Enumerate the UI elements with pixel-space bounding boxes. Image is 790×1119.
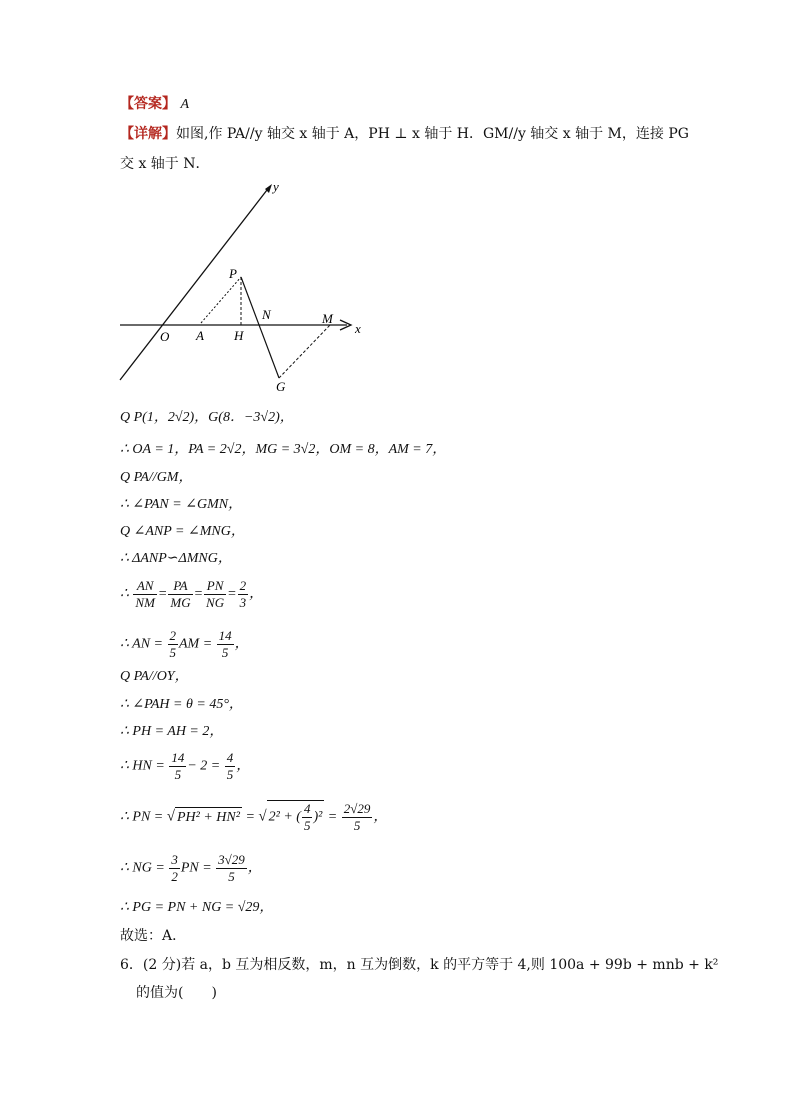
fraction-denominator: NG <box>206 595 225 610</box>
fraction-numerator: 14 <box>218 628 232 643</box>
fraction-denominator: 5 <box>353 818 361 833</box>
equals-sign: = <box>327 809 338 825</box>
fraction-denominator: MG <box>170 595 191 610</box>
step-12 <box>120 750 250 783</box>
step-8 <box>120 628 249 661</box>
fraction-pa-mg <box>168 578 192 611</box>
step-12-prefix: ∴ HN = <box>120 758 165 774</box>
answer-tag: 【答案】 <box>120 96 176 112</box>
detail-line-2 <box>120 154 210 174</box>
question-6-line-2: 的值为( ) <box>136 985 217 1001</box>
step-14-prefix: ∴ NG = <box>120 860 165 876</box>
step-12-mid: − 2 = <box>187 758 221 774</box>
step-6: ∴ ΔANP∽ΔMNG， <box>120 551 232 566</box>
step-14-suffix: ， <box>247 860 262 876</box>
fraction-denominator: 5 <box>169 645 176 660</box>
fraction-3sqrt29-5 <box>216 852 247 885</box>
fraction-denominator: 3 <box>239 595 247 610</box>
fraction-2sqrt29-5 <box>342 801 373 834</box>
step-4: ∴ ∠PAN = ∠GMN， <box>120 497 243 512</box>
label-M: M <box>322 311 333 326</box>
fraction-denominator: 5 <box>228 869 235 884</box>
radicand-1: PH² + HN² <box>175 807 242 828</box>
fraction-14-5 <box>217 628 234 661</box>
fraction-denominator: 5 <box>174 767 182 782</box>
step-7-suffix: ， <box>249 586 264 602</box>
question-6-line-1: 6．(2 分)若 a，b 互为相反数，m，n 互为倒数，k 的平方等于 4,则 100a + 99b + mnb + k² <box>120 957 719 973</box>
step-3: Q PA//GM， <box>120 470 193 485</box>
step-14 <box>120 852 262 885</box>
fraction-numerator: 4 <box>226 750 234 765</box>
detail-line-1 <box>120 124 689 144</box>
step-11: ∴ PH = AH = 2， <box>120 724 224 739</box>
step-13-suffix: ， <box>373 809 388 825</box>
geometry-figure <box>115 175 375 395</box>
label-G: G <box>276 379 286 394</box>
step-12-suffix: ， <box>236 758 251 774</box>
segment-PG <box>241 277 279 378</box>
fraction-denominator: 2 <box>171 869 178 884</box>
fraction-4-5 <box>225 750 236 783</box>
fraction-2-5 <box>168 628 179 661</box>
fraction-numerator: 2√29 <box>343 801 371 816</box>
fraction-denominator: 5 <box>226 767 234 782</box>
radicand-2 <box>267 800 325 834</box>
choose-answer: 故选：A． <box>120 928 187 944</box>
label-y: y <box>273 179 279 194</box>
detail-text-1: 如图,作 PA//y 轴交 x 轴于 A，PH ⊥ x 轴于 H．GM//y 轴交 x 轴于 M，连接 PG <box>176 126 689 142</box>
fraction-4-5 <box>302 801 313 834</box>
step-9: Q PA//OY， <box>120 669 189 684</box>
label-N: N <box>262 307 271 322</box>
fraction-numerator: 2 <box>169 628 176 643</box>
fraction-numerator: 2 <box>239 578 247 593</box>
answer-value: A <box>180 97 190 112</box>
step-5: Q ∠ANP = ∠MNG， <box>120 524 245 539</box>
fraction-numerator: 4 <box>303 801 311 816</box>
step-2: ∴ OA = 1，PA = 2√2，MG = 3√2，OM = 8，AM = 7， <box>120 442 447 457</box>
step-15: ∴ PG = PN + NG = √29， <box>120 900 274 915</box>
fraction-2-3 <box>238 578 249 611</box>
fraction-denominator: NM <box>135 595 155 610</box>
step-13-prefix: ∴ PN = <box>120 809 164 825</box>
radical-sign: √ <box>166 808 175 825</box>
label-O: O <box>160 329 170 344</box>
fraction-denominator: 5 <box>221 645 229 660</box>
detail-tag: 【详解】 <box>120 126 176 142</box>
fraction-14-5 <box>169 750 186 783</box>
fraction-numerator: AN <box>133 578 157 595</box>
segment-GM <box>279 324 331 378</box>
fraction-an-nm <box>133 578 157 611</box>
radical-sign: √ <box>258 808 267 825</box>
fraction-numerator: PA <box>168 578 192 595</box>
answer-line <box>120 94 189 115</box>
fraction-3-2 <box>169 852 180 885</box>
fraction-numerator: 3 <box>171 852 178 867</box>
segment-PA <box>201 277 241 323</box>
step-7-prefix: ∴ <box>120 586 129 602</box>
equals-sign: = <box>245 809 255 825</box>
step-8-mid: AM = <box>179 636 213 652</box>
fraction-numerator: 14 <box>171 750 185 765</box>
fraction-numerator: 3√29 <box>218 852 245 867</box>
step-8-prefix: ∴ AN = <box>120 636 163 652</box>
step-8-suffix: ， <box>234 636 249 652</box>
radicand-2-part-b: )² <box>313 809 323 825</box>
fraction-pn-ng <box>204 578 226 611</box>
step-13 <box>120 800 387 834</box>
fraction-numerator: PN <box>204 578 226 595</box>
step-14-mid: PN = <box>180 860 212 876</box>
radicand-2-part-a: 2² + ( <box>268 809 301 825</box>
label-P: P <box>229 266 237 281</box>
y-axis <box>120 190 267 380</box>
step-10: ∴ ∠PAH = θ = 45°， <box>120 697 243 712</box>
step-7: ∴ $\frac{AN}{NM}$ = $\frac{PA}{MG}$ = $\frac{PN}{NG}$ = $\frac{2}{3}$ ， <box>120 578 264 610</box>
detail-text-2: 交 x 轴于 N． <box>120 156 210 172</box>
label-H: H <box>234 328 244 343</box>
step-1: Q P(1，2√2)，G(8．−3√2)， <box>120 410 294 425</box>
fraction-denominator: 5 <box>303 818 311 833</box>
label-A: A <box>196 328 204 343</box>
label-x: x <box>355 321 361 336</box>
